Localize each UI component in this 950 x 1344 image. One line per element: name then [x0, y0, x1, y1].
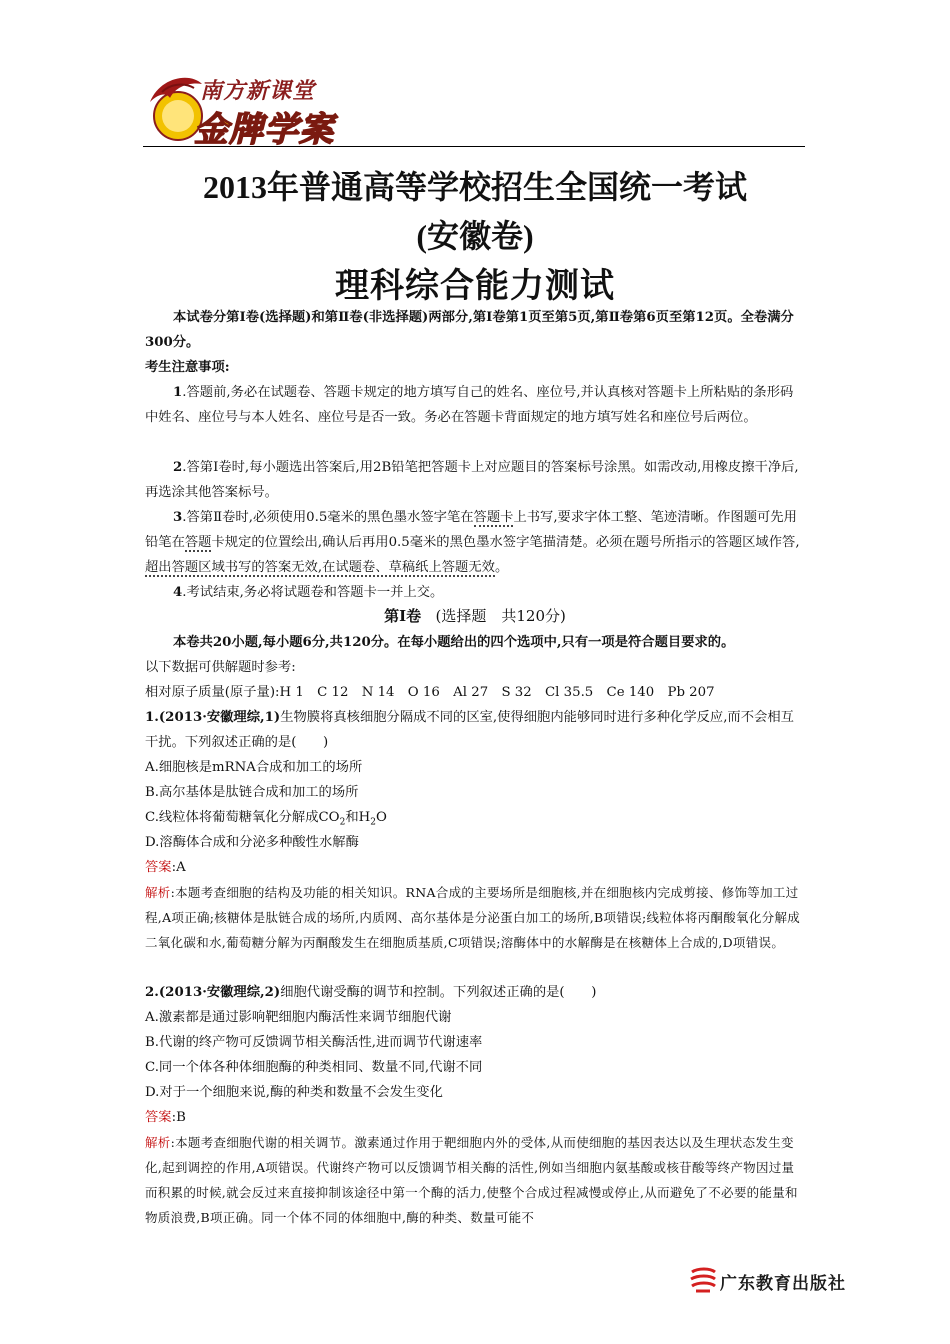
- exam-subject: 理科综合能力测试: [335, 268, 615, 305]
- publisher-logo-icon: [688, 1266, 718, 1294]
- notice-text: 上书写,要求字体工整、笔迹清晰。作图题可先用铅笔在: [145, 510, 797, 550]
- question-number: 1: [145, 710, 155, 725]
- intro-text: 本试卷分第Ⅰ卷(选择题)和第Ⅱ卷(非选择题)两部分,第Ⅰ卷第1页至第5页,第Ⅱ卷第6页至第12页。全卷满分300分。: [145, 310, 794, 350]
- question-source: .(2013·安徽理综,2): [154, 985, 281, 1000]
- notice-item-1: [145, 380, 805, 430]
- notice-number: 4: [173, 585, 183, 600]
- q2-option-c: C.同一个体各种体细胞酶的种类相同、数量不同,代谢不同: [145, 1060, 483, 1075]
- notice-item-2: [145, 455, 805, 505]
- intro-paragraph: [145, 305, 805, 355]
- exam-title: 2013年普通高等学校招生全国统一考试: [202, 169, 747, 205]
- section-label: 第Ⅰ卷: [384, 607, 422, 625]
- q2-option-d: D.对于一个细胞来说,酶的种类和数量不会发生变化: [145, 1085, 443, 1100]
- question-text: 生物膜将真核细胞分隔成不同的区室,使得细胞内能够同时进行多种化学反应,而不会相互干扰。下列叙述正确的是( ): [145, 710, 794, 750]
- answer-value: :A: [171, 860, 186, 875]
- notice-number: 3: [173, 510, 183, 525]
- notice-text: .答题前,务必在试题卷、答题卡规定的地方填写自己的姓名、座位号,并认真核对答题卡上所粘贴的条形码中姓名、座位号与本人姓名、座位号是否一致。务必在答题卡背面规定的地方填写姓名和座位号后两位。: [145, 385, 794, 425]
- notice-text: 。: [494, 560, 509, 575]
- answer-label: 答案: [145, 1110, 172, 1125]
- question-2-stem: [145, 980, 805, 1005]
- q2-explanation: [145, 1130, 805, 1230]
- brand-logo: [140, 72, 340, 148]
- part-instructions: [145, 630, 805, 655]
- question-text: 细胞代谢受酶的调节和控制。下列叙述正确的是( ): [280, 985, 597, 1000]
- emphasis-text: 答题卡: [473, 510, 514, 525]
- question-source: .(2013·安徽理综,1): [154, 710, 281, 725]
- notice-number: 2: [173, 460, 183, 475]
- q2-option-a: A.激素都是通过影响靶细胞内酶活性来调节细胞代谢: [145, 1010, 452, 1025]
- header-rule: [143, 146, 805, 147]
- notice-label-text: 考生注意事项:: [145, 360, 230, 375]
- option-text: C.线粒体将葡萄糖氧化分解成CO: [145, 810, 340, 825]
- subscript: 2: [339, 817, 346, 828]
- answer-value: :B: [171, 1110, 186, 1125]
- q2-answer: [145, 1105, 805, 1130]
- reference-note: 以下数据可供解题时参考:: [145, 660, 296, 675]
- publisher-footer: [688, 1266, 888, 1296]
- q1-option-b: B.高尔基体是肽链合成和加工的场所: [145, 785, 359, 800]
- explanation-label: 解析: [145, 885, 171, 900]
- q1-explanation: [145, 880, 805, 955]
- notice-text: .考试结束,务必将试题卷和答题卡一并上交。: [182, 585, 444, 600]
- notice-number: 1: [173, 385, 183, 400]
- q1-option-d: D.溶酶体合成和分泌多种酸性水解酶: [145, 835, 359, 850]
- q2-option-b: B.代谢的终产物可反馈调节相关酶活性,进而调节代谢速率: [145, 1035, 483, 1050]
- q1-answer: [145, 855, 805, 880]
- logo-text-bottom: 金牌学案: [194, 110, 334, 150]
- explanation-label: 解析: [145, 1135, 171, 1150]
- notice-text: .答第Ⅰ卷时,每小题选出答案后,用2B铅笔把答题卡上对应题目的答案标号涂黑。如需改动,用橡皮擦干净后,再选涂其他答案标号。: [145, 460, 799, 500]
- subscript: 2: [370, 817, 376, 828]
- explanation-text: :本题考查细胞代谢的相关调节。激素通过作用于靶细胞内外的受体,从而使细胞的基因表达以及生理状态发生变化,起到调控的作用,A项错误。代谢终产物可以反馈调节相关酶的活性,例如当细胞内氨基酸或核苷酸等终产物因过量而积累的时候,就会反过来直接抑制该途径中第一个酶的活力,使整个合成过程减慢或停止,从而避免了不必要的能量和物质浪费,B项正确。同一个体不同的体细胞中,酶的种类、数量可能不: [145, 1135, 798, 1225]
- instructions-text: 本卷共20小题,每小题6分,共120分。在每小题给出的四个选项中,只有一项是符合题目要求的。: [173, 635, 735, 650]
- notice-text: 卡规定的位置绘出,确认后再用0.5毫米的黑色墨水签字笔描清楚。必须在题号所指示的答题区域作答,: [211, 535, 800, 550]
- q1-option-a: A.细胞核是mRNA合成和加工的场所: [145, 760, 363, 775]
- exam-subtitle: (安徽卷): [416, 218, 534, 254]
- logo-text-top: 南方新课堂: [200, 79, 316, 104]
- emphasis-text: 超出答题区域书写的答案无效,在试题卷、草稿纸上答题无效: [145, 560, 495, 575]
- explanation-text: :本题考查细胞的结构及功能的相关知识。RNA合成的主要场所是细胞核,并在细胞核内完成剪接、修饰等加工过程,A项正确;核糖体是肽链合成的场所,内质网、高尔基体是分泌蛋白加工的场所,B项错误;线粒体将丙酮酸氧化分解成二氧化碳和水,葡萄糖分解为丙酮酸发生在细胞质基质,C项错误;溶酶体中的水解酶是在核糖体上合成的,D项错误。: [145, 885, 801, 950]
- notice-label: [145, 355, 805, 380]
- question-number: 2: [145, 985, 155, 1000]
- atomic-masses: 相对原子质量(原子量):H 1 C 12 N 14 O 16 Al 27 S 32 Cl 35.5 Ce 140 Pb 207: [145, 685, 715, 700]
- question-1-stem: [145, 705, 805, 755]
- option-text: O: [375, 810, 387, 825]
- answer-label: 答案: [145, 860, 172, 875]
- emphasis-text: 答题: [184, 535, 212, 550]
- option-text: 和H: [345, 810, 371, 825]
- notice-item-3: [145, 505, 805, 580]
- publisher-name: 广东教育出版社: [720, 1274, 846, 1294]
- notice-text: .答第Ⅱ卷时,必须使用0.5毫米的黑色墨水签字笔在: [182, 510, 474, 525]
- section-desc: (选择题 共120分): [435, 607, 566, 625]
- notice-item-4: [145, 580, 805, 605]
- section-heading: [0, 605, 950, 626]
